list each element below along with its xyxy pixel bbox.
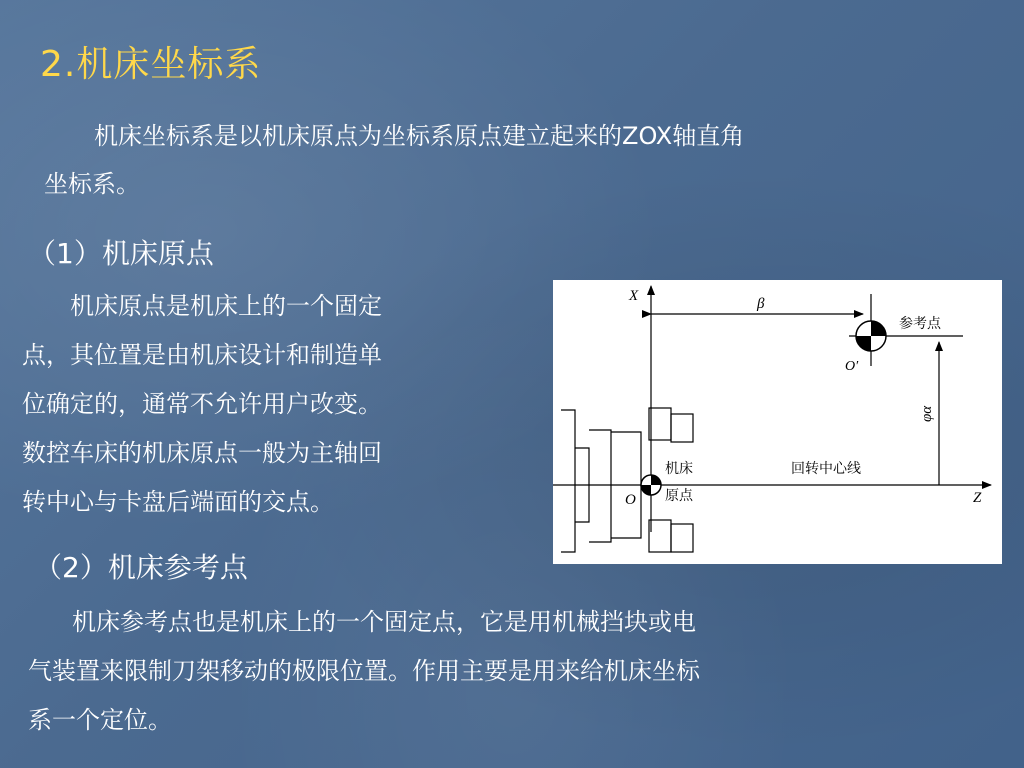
- origin-line: 数控车床的机床原点一般为主轴回: [22, 439, 382, 467]
- machine-origin-label-line2: 原点: [665, 488, 693, 504]
- origin-line: 机床原点是机床上的一个固定: [70, 292, 382, 320]
- lower-jaw-inner: [649, 520, 671, 552]
- reference-point-symbol: [856, 321, 886, 351]
- reference-line: 气装置来限制刀架移动的极限位置。作用主要是用来给机床坐标: [28, 657, 700, 685]
- coordinate-diagram: [553, 280, 1002, 564]
- x-axis-label: X: [629, 288, 639, 304]
- coordinate-diagram-svg: [553, 280, 1002, 564]
- machine-origin-symbol: [641, 475, 661, 495]
- reference-origin-label: O′: [845, 359, 859, 374]
- upper-jaw-outer: [671, 414, 693, 442]
- section1-heading: （1）机床原点: [28, 237, 214, 270]
- lower-jaw-outer: [671, 524, 693, 552]
- bed-outline: [561, 410, 575, 552]
- z-axis-label: Z: [973, 490, 982, 506]
- reference-point-paragraph: [28, 598, 1008, 745]
- machine-origin-label-line1: 机床: [665, 461, 693, 477]
- phi-alpha-label: φα: [919, 405, 935, 422]
- intro-line-1: 机床坐标系是以机床原点为坐标系原点建立起来的ZOX轴直角: [94, 122, 745, 150]
- slide-title: 2.机床坐标系: [40, 44, 262, 85]
- upper-jaw-inner: [649, 408, 671, 440]
- origin-label: O: [625, 492, 636, 508]
- reference-point-label: 参考点: [899, 316, 941, 332]
- intro-paragraph: [40, 112, 1020, 208]
- reference-line: 机床参考点也是机床上的一个固定点，它是用机械挡块或电: [72, 608, 696, 636]
- machine-origin-paragraph: [22, 282, 542, 527]
- center-line-label: 回转中心线: [791, 461, 861, 477]
- origin-line: 点，其位置是由机床设计和制造单: [22, 341, 382, 369]
- origin-line: 位确定的，通常不允许用户改变。: [22, 390, 382, 418]
- beta-label: β: [757, 296, 765, 312]
- chuck-back-outline: [589, 430, 611, 542]
- section2-heading: （2）机床参考点: [34, 551, 248, 584]
- reference-line: 系一个定位。: [28, 706, 172, 734]
- intro-line-2: 坐标系。: [44, 170, 140, 198]
- origin-line: 转中心与卡盘后端面的交点。: [22, 488, 334, 516]
